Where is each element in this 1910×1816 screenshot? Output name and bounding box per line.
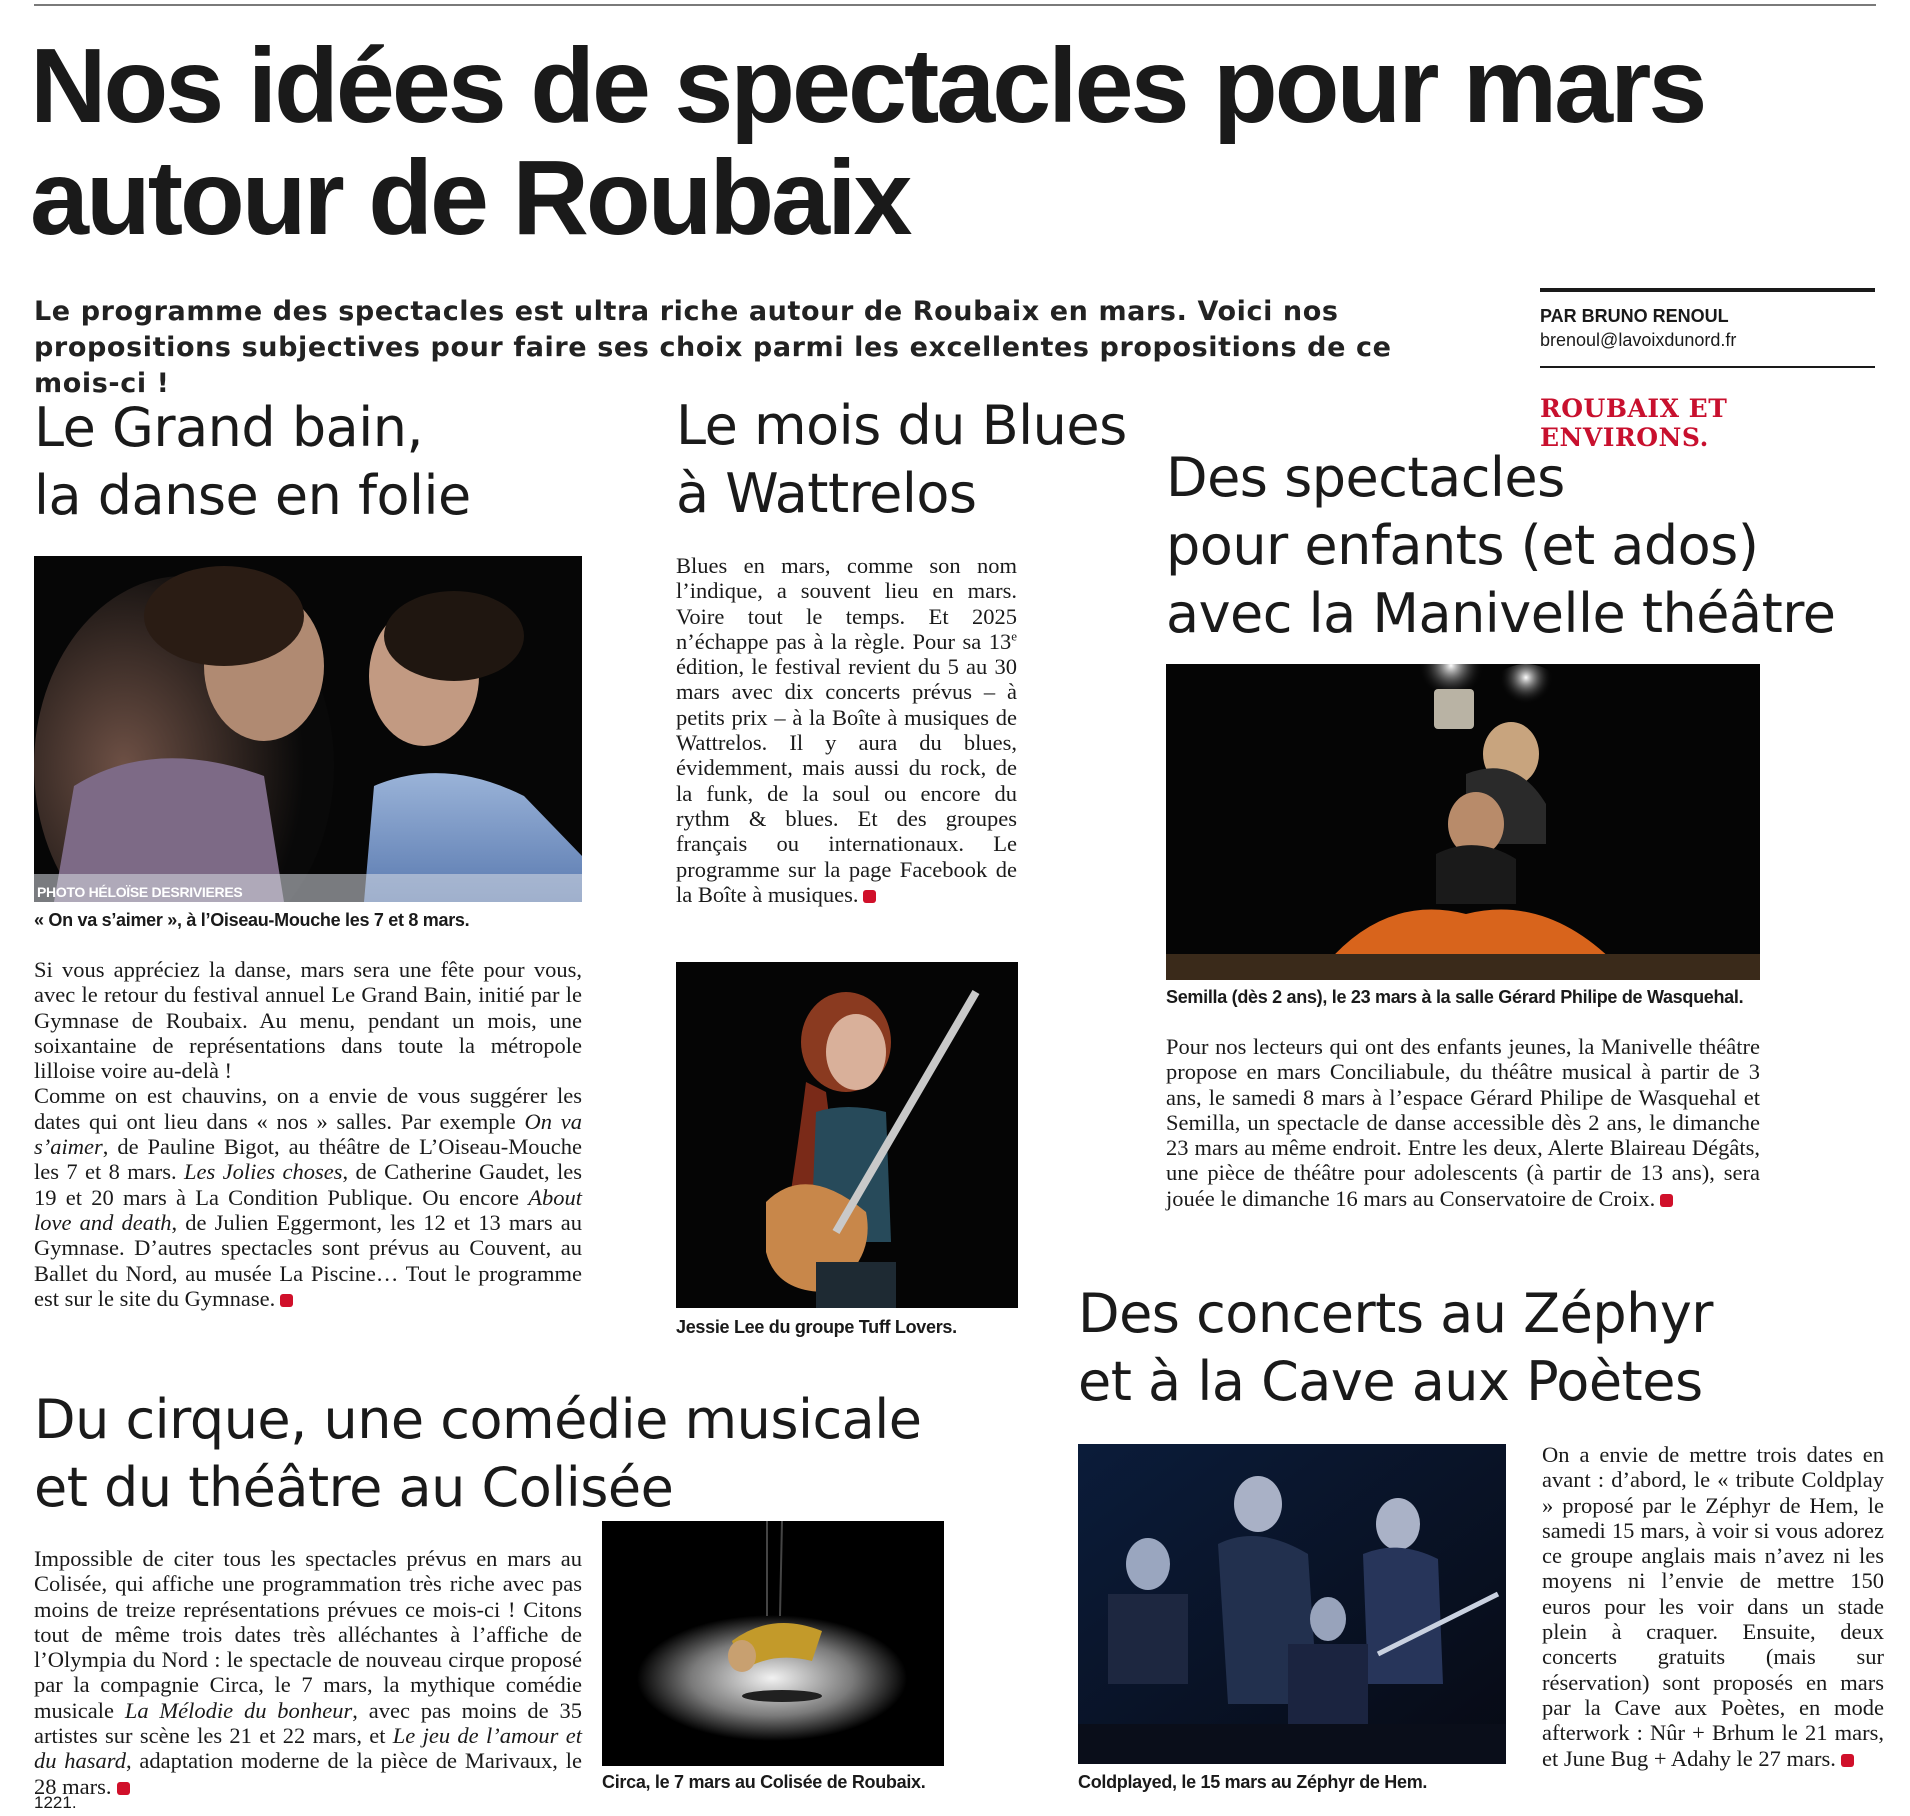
- enfants-title: [1166, 444, 1886, 648]
- photo-jessie-lee: [676, 962, 1018, 1308]
- blues-title-line2: à Wattrelos: [676, 462, 977, 525]
- title-jeu-de-lamour: Le jeu de l’amour et du hasard: [34, 1723, 582, 1774]
- grand-bain-title-line2: la danse en folie: [34, 464, 471, 527]
- author-email[interactable]: brenoul@lavoixdunord.fr: [1540, 330, 1737, 350]
- byline: [1540, 288, 1875, 368]
- blues-title-line1: Le mois du Blues: [676, 394, 1127, 457]
- circus-image: [602, 1521, 944, 1766]
- zephyr-title: [1078, 1280, 1878, 1416]
- top-rule: [34, 4, 1876, 6]
- band-image: [1078, 1444, 1506, 1764]
- end-of-article-mark: [117, 1782, 130, 1795]
- title-about-love: About love and death: [34, 1184, 582, 1235]
- page-number: 1221.: [34, 1793, 77, 1812]
- grand-bain-paragraph-2: Comme on est chauvins, on a envie de vous suggérer les dates qui ont lieu dans « nos » salles. Par exemple On va s’aimer, de Pauline Bigot, au théâtre de L’Oiseau-Mouche les 7 et 8 mars. Les Jolies choses, de Catherine Gaudet, les 19 et 20 mars à La Condition Publique. Ou encore About love and death, de Julien Eggermont, les 12 et 13 mars au Gymnase. D’autres spectacles sont prévus au Couvent, au Ballet du Nord, au musée La Piscine… Tout le programme est sur le site du Gymnase.: [34, 1083, 582, 1311]
- blues-title: [676, 392, 1136, 528]
- enfants-title-line1: Des spectacles: [1166, 446, 1565, 509]
- colisee-title-line2: et du théâtre au Colisée: [34, 1456, 674, 1519]
- title-melodie-du-bonheur: La Mélodie du bonheur: [124, 1697, 353, 1723]
- colisee-title: [34, 1386, 934, 1522]
- dancers-image: [34, 556, 582, 902]
- zephyr-caption: Coldplayed, le 15 mars au Zéphyr de Hem.: [1078, 1772, 1428, 1792]
- standfirst: Le programme des spectacles est ultra riche autour de Roubaix en mars. Voici nos propositions subjectives pour faire ses choix parmi les excellentes propositions de ce mois-ci !: [34, 296, 1392, 399]
- zephyr-paragraph: On a envie de mettre trois dates en avant : d’abord, le « tribute Coldplay » proposé par le Zéphyr de Hem, le samedi 15 mars, à voir si vous adorez ce groupe anglais mais n’avez ni les moyens ni l’envie de mettre 150 euros pour les voir dans un stade plein à craquer. Ensuite, deux concerts gratuits (mais sur réservation) sont proposés en mars par la Cave aux Poètes, en mode afterwork : Nûr + Brhum le 21 mars, et June Bug + Adahy le 27 mars.: [1542, 1442, 1884, 1771]
- enfants-title-line2: pour enfants (et ados): [1166, 514, 1759, 577]
- grand-bain-text: [34, 957, 582, 1311]
- photo-coldplayed: [1078, 1444, 1506, 1764]
- guitarist-image: [676, 962, 1018, 1308]
- grand-bain-title-line1: Le Grand bain,: [34, 396, 424, 459]
- section-label: ROUBAIX ET ENVIRONS.: [1540, 394, 1728, 452]
- title-jolies-choses: Les Jolies choses: [184, 1159, 343, 1185]
- blues-paragraph: Blues en mars, comme son nom l’indique, a souvent lieu en mars. Voire tout le temps. Et 2025 n’échappe pas à la règle. Pour sa 13e édition, le festival revient du 5 au 30 mars avec dix concerts prévus – à petits prix – à la Boîte à musiques de Wattrelos. Il y aura du blues, évidemment, mais aussi du rock, de la funk, de la soul ou encore du rythm & blues. Et des groupes français ou internationaux. Le programme sur la page Facebook de la Boîte à musiques.: [676, 553, 1017, 907]
- grand-bain-title: [34, 394, 634, 530]
- colisee-caption: Circa, le 7 mars au Colisée de Roubaix.: [602, 1772, 926, 1792]
- zephyr-title-line2: et à la Cave aux Poètes: [1078, 1350, 1703, 1413]
- enfants-caption: Semilla (dès 2 ans), le 23 mars à la salle Gérard Philipe de Wasquehal.: [1166, 987, 1744, 1007]
- enfants-paragraph: Pour nos lecteurs qui ont des enfants jeunes, la Manivelle théâtre propose en mars Conciliabule, du théâtre musical à partir de 3 ans, le samedi 8 mars à l’espace Gérard Philipe de Wasquehal et Semilla, un spectacle de danse accessible dès 2 ans, le dimanche 23 mars au même endroit. Entre les deux, Alerte Blaireau Dégâts, une pièce de théâtre pour adolescents (à partir de 13 ans), sera jouée le dimanche 16 mars au Conservatoire de Croix.: [1166, 1034, 1760, 1211]
- colisee-title-line1: Du cirque, une comédie musicale: [34, 1388, 922, 1451]
- zephyr-title-line1: Des concerts au Zéphyr: [1078, 1282, 1713, 1345]
- headline: Nos idées de spectacles pour mars autour de Roubaix: [30, 27, 1705, 257]
- grand-bain-caption: « On va s’aimer », à l’Oiseau-Mouche les 7 et 8 mars.: [34, 910, 470, 930]
- colisee-paragraph: Impossible de citer tous les spectacles prévus en mars au Colisée, qui affiche une programmation très riche avec pas moins de treize représentations prévues ce mois-ci ! Citons tout de même trois dates très alléchantes à l’affiche de l’Olympia du Nord : le spectacle de nouveau cirque proposé par la compagnie Circa, le 7 mars, la mythique comédie musicale La Mélodie du bonheur, avec pas moins de 35 artistes sur scène les 21 et 22 mars, et Le jeu de l’amour et du hasard, adaptation moderne de la pièce de Marivaux, le 28 mars.: [34, 1546, 582, 1799]
- blues-caption: Jessie Lee du groupe Tuff Lovers.: [676, 1317, 957, 1337]
- title-on-va-saimer: On va s’aimer: [34, 1108, 582, 1160]
- photo-credit: PHOTO HÉLOÏSE DESRIVIERES: [37, 884, 243, 900]
- end-of-article-mark: [1660, 1194, 1673, 1207]
- end-of-article-mark: [280, 1294, 293, 1307]
- enfants-title-line3: avec la Manivelle théâtre: [1166, 582, 1836, 645]
- photo-circa: [602, 1521, 944, 1766]
- author-name: PAR BRUNO RENOUL: [1540, 306, 1729, 326]
- end-of-article-mark: [863, 890, 876, 903]
- semilla-image: [1166, 664, 1760, 980]
- photo-on-va-saimer: [34, 556, 582, 902]
- grand-bain-paragraph-1: Si vous appréciez la danse, mars sera une fête pour vous, avec le retour du festival annuel Le Grand Bain, initié par le Gymnase de Roubaix. Au menu, pendant un mois, une soixantaine de représentations dans toute la métropole lilloise voire au-delà !: [34, 957, 582, 1084]
- end-of-article-mark: [1841, 1754, 1854, 1767]
- photo-semilla: [1166, 664, 1760, 980]
